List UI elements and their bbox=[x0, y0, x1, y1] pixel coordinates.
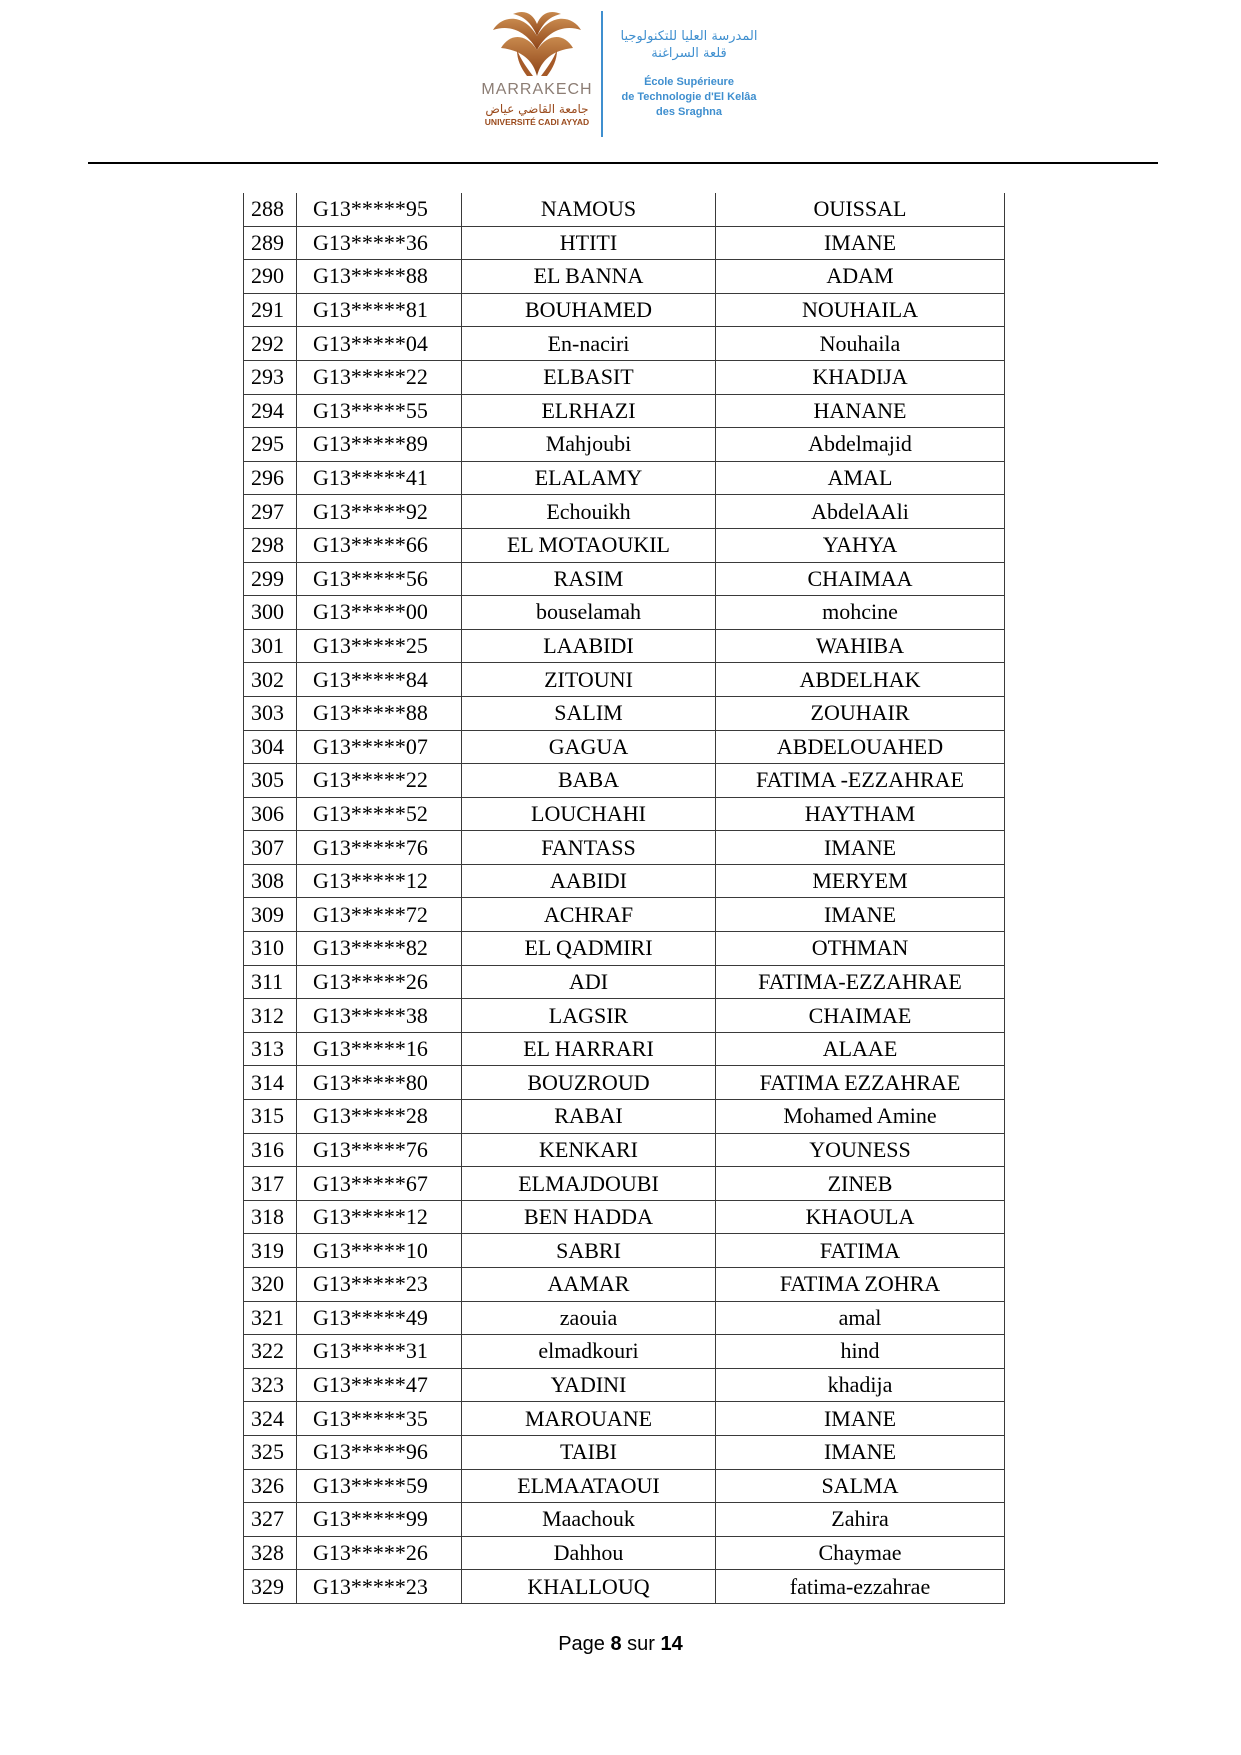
student-code: G13*****10 bbox=[297, 1234, 462, 1268]
first-name: ALAAE bbox=[716, 1032, 1005, 1066]
table-row bbox=[244, 932, 1005, 966]
last-name: bouselamah bbox=[462, 596, 716, 630]
row-number: 323 bbox=[244, 1368, 297, 1402]
student-code: G13*****81 bbox=[297, 293, 462, 327]
first-name: IMANE bbox=[716, 226, 1005, 260]
first-name: Zahira bbox=[716, 1503, 1005, 1537]
student-code: G13*****76 bbox=[297, 1133, 462, 1167]
last-name: AAMAR bbox=[462, 1268, 716, 1302]
row-number: 292 bbox=[244, 327, 297, 361]
first-name: MERYEM bbox=[716, 864, 1005, 898]
last-name: FANTASS bbox=[462, 831, 716, 865]
last-name: TAIBI bbox=[462, 1435, 716, 1469]
last-name: EL MOTAOUKIL bbox=[462, 528, 716, 562]
school-name-arabic-line1: المدرسة العليا للتكنولوجيا bbox=[620, 29, 758, 44]
student-code: G13*****49 bbox=[297, 1301, 462, 1335]
student-code: G13*****66 bbox=[297, 528, 462, 562]
table-row bbox=[244, 293, 1005, 327]
last-name: ELALAMY bbox=[462, 461, 716, 495]
row-number: 311 bbox=[244, 965, 297, 999]
last-name: elmadkouri bbox=[462, 1335, 716, 1369]
first-name: IMANE bbox=[716, 898, 1005, 932]
first-name: AMAL bbox=[716, 461, 1005, 495]
row-number: 325 bbox=[244, 1435, 297, 1469]
table-row bbox=[244, 1133, 1005, 1167]
table-row bbox=[244, 1469, 1005, 1503]
student-code: G13*****55 bbox=[297, 394, 462, 428]
student-code: G13*****38 bbox=[297, 999, 462, 1033]
first-name: FATIMA bbox=[716, 1234, 1005, 1268]
first-name: CHAIMAA bbox=[716, 562, 1005, 596]
table-row bbox=[244, 1536, 1005, 1570]
school-name-french-line2: de Technologie d'El Kelâa bbox=[621, 91, 757, 103]
last-name: NAMOUS bbox=[462, 193, 716, 226]
table-row bbox=[244, 1503, 1005, 1537]
first-name: fatima-ezzahrae bbox=[716, 1570, 1005, 1604]
last-name: SALIM bbox=[462, 696, 716, 730]
row-number: 320 bbox=[244, 1268, 297, 1302]
first-name: OUISSAL bbox=[716, 193, 1005, 226]
table-row bbox=[244, 965, 1005, 999]
row-number: 321 bbox=[244, 1301, 297, 1335]
row-number: 328 bbox=[244, 1536, 297, 1570]
first-name: mohcine bbox=[716, 596, 1005, 630]
first-name: IMANE bbox=[716, 1402, 1005, 1436]
student-code: G13*****22 bbox=[297, 764, 462, 798]
row-number: 294 bbox=[244, 394, 297, 428]
row-number: 295 bbox=[244, 428, 297, 462]
school-name-block bbox=[606, 28, 772, 120]
table-row bbox=[244, 428, 1005, 462]
student-code: G13*****41 bbox=[297, 461, 462, 495]
student-code: G13*****96 bbox=[297, 1435, 462, 1469]
student-code: G13*****35 bbox=[297, 1402, 462, 1436]
table-row bbox=[244, 1032, 1005, 1066]
first-name: ABDELHAK bbox=[716, 663, 1005, 697]
logo-divider bbox=[601, 11, 603, 137]
last-name: HTITI bbox=[462, 226, 716, 260]
table-row bbox=[244, 394, 1005, 428]
table-row bbox=[244, 327, 1005, 361]
page-label: Page bbox=[558, 1633, 605, 1655]
last-name: MAROUANE bbox=[462, 1402, 716, 1436]
last-name: LAABIDI bbox=[462, 629, 716, 663]
table-row bbox=[244, 1268, 1005, 1302]
last-name: KENKARI bbox=[462, 1133, 716, 1167]
row-number: 291 bbox=[244, 293, 297, 327]
student-code: G13*****99 bbox=[297, 1503, 462, 1537]
table-row bbox=[244, 1301, 1005, 1335]
logo-university-arabic: جامعة القاضي عياض bbox=[485, 102, 589, 116]
row-number: 289 bbox=[244, 226, 297, 260]
student-code: G13*****95 bbox=[297, 193, 462, 226]
first-name: NOUHAILA bbox=[716, 293, 1005, 327]
first-name: FATIMA EZZAHRAE bbox=[716, 1066, 1005, 1100]
first-name: ZINEB bbox=[716, 1167, 1005, 1201]
row-number: 304 bbox=[244, 730, 297, 764]
table-row bbox=[244, 461, 1005, 495]
row-number: 297 bbox=[244, 495, 297, 529]
first-name: YAHYA bbox=[716, 528, 1005, 562]
first-name: FATIMA-EZZAHRAE bbox=[716, 965, 1005, 999]
student-code: G13*****00 bbox=[297, 596, 462, 630]
last-name: AABIDI bbox=[462, 864, 716, 898]
table-row bbox=[244, 696, 1005, 730]
current-page-number: 8 bbox=[610, 1633, 622, 1655]
student-code: G13*****89 bbox=[297, 428, 462, 462]
student-code: G13*****52 bbox=[297, 797, 462, 831]
table-row bbox=[244, 1167, 1005, 1201]
first-name: HANANE bbox=[716, 394, 1005, 428]
logo-university-french: UNIVERSITÉ CADI AYYAD bbox=[484, 117, 590, 127]
last-name: BEN HADDA bbox=[462, 1200, 716, 1234]
last-name: RABAI bbox=[462, 1100, 716, 1134]
first-name: ZOUHAIR bbox=[716, 696, 1005, 730]
school-name-french-line1: École Supérieure bbox=[644, 76, 734, 88]
last-name: BABA bbox=[462, 764, 716, 798]
row-number: 312 bbox=[244, 999, 297, 1033]
table-row bbox=[244, 528, 1005, 562]
row-number: 307 bbox=[244, 831, 297, 865]
table-row bbox=[244, 1368, 1005, 1402]
student-list-table bbox=[243, 193, 1005, 1604]
row-number: 326 bbox=[244, 1469, 297, 1503]
first-name: OTHMAN bbox=[716, 932, 1005, 966]
first-name: IMANE bbox=[716, 1435, 1005, 1469]
student-code: G13*****84 bbox=[297, 663, 462, 697]
first-name: ABDELOUAHED bbox=[716, 730, 1005, 764]
table-row bbox=[244, 1100, 1005, 1134]
table-row bbox=[244, 730, 1005, 764]
student-code: G13*****31 bbox=[297, 1335, 462, 1369]
row-number: 310 bbox=[244, 932, 297, 966]
table-row bbox=[244, 193, 1005, 226]
table-row bbox=[244, 1435, 1005, 1469]
last-name: ELBASIT bbox=[462, 360, 716, 394]
row-number: 322 bbox=[244, 1335, 297, 1369]
row-number: 315 bbox=[244, 1100, 297, 1134]
student-code: G13*****23 bbox=[297, 1570, 462, 1604]
row-number: 319 bbox=[244, 1234, 297, 1268]
student-code: G13*****76 bbox=[297, 831, 462, 865]
student-code: G13*****88 bbox=[297, 696, 462, 730]
first-name: Mohamed Amine bbox=[716, 1100, 1005, 1134]
last-name: ZITOUNI bbox=[462, 663, 716, 697]
student-code: G13*****26 bbox=[297, 965, 462, 999]
row-number: 305 bbox=[244, 764, 297, 798]
table-row bbox=[244, 1234, 1005, 1268]
student-code: G13*****47 bbox=[297, 1368, 462, 1402]
first-name: FATIMA -EZZAHRAE bbox=[716, 764, 1005, 798]
student-code: G13*****67 bbox=[297, 1167, 462, 1201]
table-row bbox=[244, 831, 1005, 865]
first-name: WAHIBA bbox=[716, 629, 1005, 663]
table-row bbox=[244, 629, 1005, 663]
first-name: YOUNESS bbox=[716, 1133, 1005, 1167]
last-name: ADI bbox=[462, 965, 716, 999]
university-logo bbox=[478, 10, 596, 140]
table-row bbox=[244, 797, 1005, 831]
row-number: 301 bbox=[244, 629, 297, 663]
last-name: Dahhou bbox=[462, 1536, 716, 1570]
student-code: G13*****16 bbox=[297, 1032, 462, 1066]
row-number: 290 bbox=[244, 260, 297, 294]
student-code: G13*****88 bbox=[297, 260, 462, 294]
row-number: 308 bbox=[244, 864, 297, 898]
row-number: 303 bbox=[244, 696, 297, 730]
row-number: 327 bbox=[244, 1503, 297, 1537]
first-name: Abdelmajid bbox=[716, 428, 1005, 462]
student-code: G13*****12 bbox=[297, 1200, 462, 1234]
student-code: G13*****92 bbox=[297, 495, 462, 529]
last-name: EL BANNA bbox=[462, 260, 716, 294]
student-code: G13*****56 bbox=[297, 562, 462, 596]
row-number: 293 bbox=[244, 360, 297, 394]
last-name: ELMAJDOUBI bbox=[462, 1167, 716, 1201]
student-code: G13*****22 bbox=[297, 360, 462, 394]
row-number: 309 bbox=[244, 898, 297, 932]
first-name: IMANE bbox=[716, 831, 1005, 865]
row-number: 300 bbox=[244, 596, 297, 630]
last-name: RASIM bbox=[462, 562, 716, 596]
row-number: 298 bbox=[244, 528, 297, 562]
row-number: 317 bbox=[244, 1167, 297, 1201]
last-name: ELRHAZI bbox=[462, 394, 716, 428]
first-name: AbdelAAli bbox=[716, 495, 1005, 529]
row-number: 329 bbox=[244, 1570, 297, 1604]
student-code: G13*****28 bbox=[297, 1100, 462, 1134]
last-name: En-naciri bbox=[462, 327, 716, 361]
last-name: YADINI bbox=[462, 1368, 716, 1402]
first-name: HAYTHAM bbox=[716, 797, 1005, 831]
student-code: G13*****72 bbox=[297, 898, 462, 932]
student-code: G13*****80 bbox=[297, 1066, 462, 1100]
table-row bbox=[244, 360, 1005, 394]
row-number: 296 bbox=[244, 461, 297, 495]
row-number: 306 bbox=[244, 797, 297, 831]
last-name: ACHRAF bbox=[462, 898, 716, 932]
table-row bbox=[244, 1402, 1005, 1436]
first-name: Nouhaila bbox=[716, 327, 1005, 361]
total-pages-number: 14 bbox=[660, 1633, 683, 1655]
table-row bbox=[244, 1200, 1005, 1234]
page-footer bbox=[0, 1633, 1241, 1656]
student-code: G13*****23 bbox=[297, 1268, 462, 1302]
first-name: hind bbox=[716, 1335, 1005, 1369]
student-code: G13*****04 bbox=[297, 327, 462, 361]
table-row bbox=[244, 562, 1005, 596]
student-list-body bbox=[244, 193, 1005, 1603]
table-row bbox=[244, 663, 1005, 697]
last-name: Maachouk bbox=[462, 1503, 716, 1537]
student-code: G13*****82 bbox=[297, 932, 462, 966]
row-number: 324 bbox=[244, 1402, 297, 1436]
last-name: BOUZROUD bbox=[462, 1066, 716, 1100]
first-name: amal bbox=[716, 1301, 1005, 1335]
last-name: LAGSIR bbox=[462, 999, 716, 1033]
table-row bbox=[244, 1066, 1005, 1100]
first-name: KHAOULA bbox=[716, 1200, 1005, 1234]
table-row bbox=[244, 999, 1005, 1033]
first-name: CHAIMAE bbox=[716, 999, 1005, 1033]
last-name: GAGUA bbox=[462, 730, 716, 764]
last-name: LOUCHAHI bbox=[462, 797, 716, 831]
student-code: G13*****26 bbox=[297, 1536, 462, 1570]
school-name-arabic-line2: قلعة السراغنة bbox=[651, 46, 727, 61]
table-row bbox=[244, 596, 1005, 630]
student-code: G13*****12 bbox=[297, 864, 462, 898]
row-number: 313 bbox=[244, 1032, 297, 1066]
logo-city-name: MARRAKECH bbox=[481, 81, 593, 98]
last-name: EL QADMIRI bbox=[462, 932, 716, 966]
row-number: 316 bbox=[244, 1133, 297, 1167]
school-name-french-line3: des Sraghna bbox=[655, 106, 723, 118]
row-number: 302 bbox=[244, 663, 297, 697]
last-name: ELMAATAOUI bbox=[462, 1469, 716, 1503]
row-number: 318 bbox=[244, 1200, 297, 1234]
page-separator: sur bbox=[627, 1633, 655, 1655]
first-name: SALMA bbox=[716, 1469, 1005, 1503]
row-number: 288 bbox=[244, 193, 297, 226]
table-row bbox=[244, 764, 1005, 798]
header-divider bbox=[88, 162, 1158, 164]
table-row bbox=[244, 226, 1005, 260]
first-name: khadija bbox=[716, 1368, 1005, 1402]
table-row bbox=[244, 864, 1005, 898]
student-code: G13*****36 bbox=[297, 226, 462, 260]
table-row bbox=[244, 260, 1005, 294]
student-code: G13*****07 bbox=[297, 730, 462, 764]
student-code: G13*****25 bbox=[297, 629, 462, 663]
student-code: G13*****59 bbox=[297, 1469, 462, 1503]
row-number: 299 bbox=[244, 562, 297, 596]
last-name: SABRI bbox=[462, 1234, 716, 1268]
table-row bbox=[244, 1335, 1005, 1369]
palm-fan-icon bbox=[487, 10, 587, 80]
last-name: EL HARRARI bbox=[462, 1032, 716, 1066]
table-row bbox=[244, 1570, 1005, 1604]
first-name: ADAM bbox=[716, 260, 1005, 294]
last-name: Echouikh bbox=[462, 495, 716, 529]
last-name: Mahjoubi bbox=[462, 428, 716, 462]
last-name: BOUHAMED bbox=[462, 293, 716, 327]
table-row bbox=[244, 898, 1005, 932]
first-name: Chaymae bbox=[716, 1536, 1005, 1570]
first-name: KHADIJA bbox=[716, 360, 1005, 394]
last-name: zaouia bbox=[462, 1301, 716, 1335]
table-row bbox=[244, 495, 1005, 529]
first-name: FATIMA ZOHRA bbox=[716, 1268, 1005, 1302]
last-name: KHALLOUQ bbox=[462, 1570, 716, 1604]
row-number: 314 bbox=[244, 1066, 297, 1100]
